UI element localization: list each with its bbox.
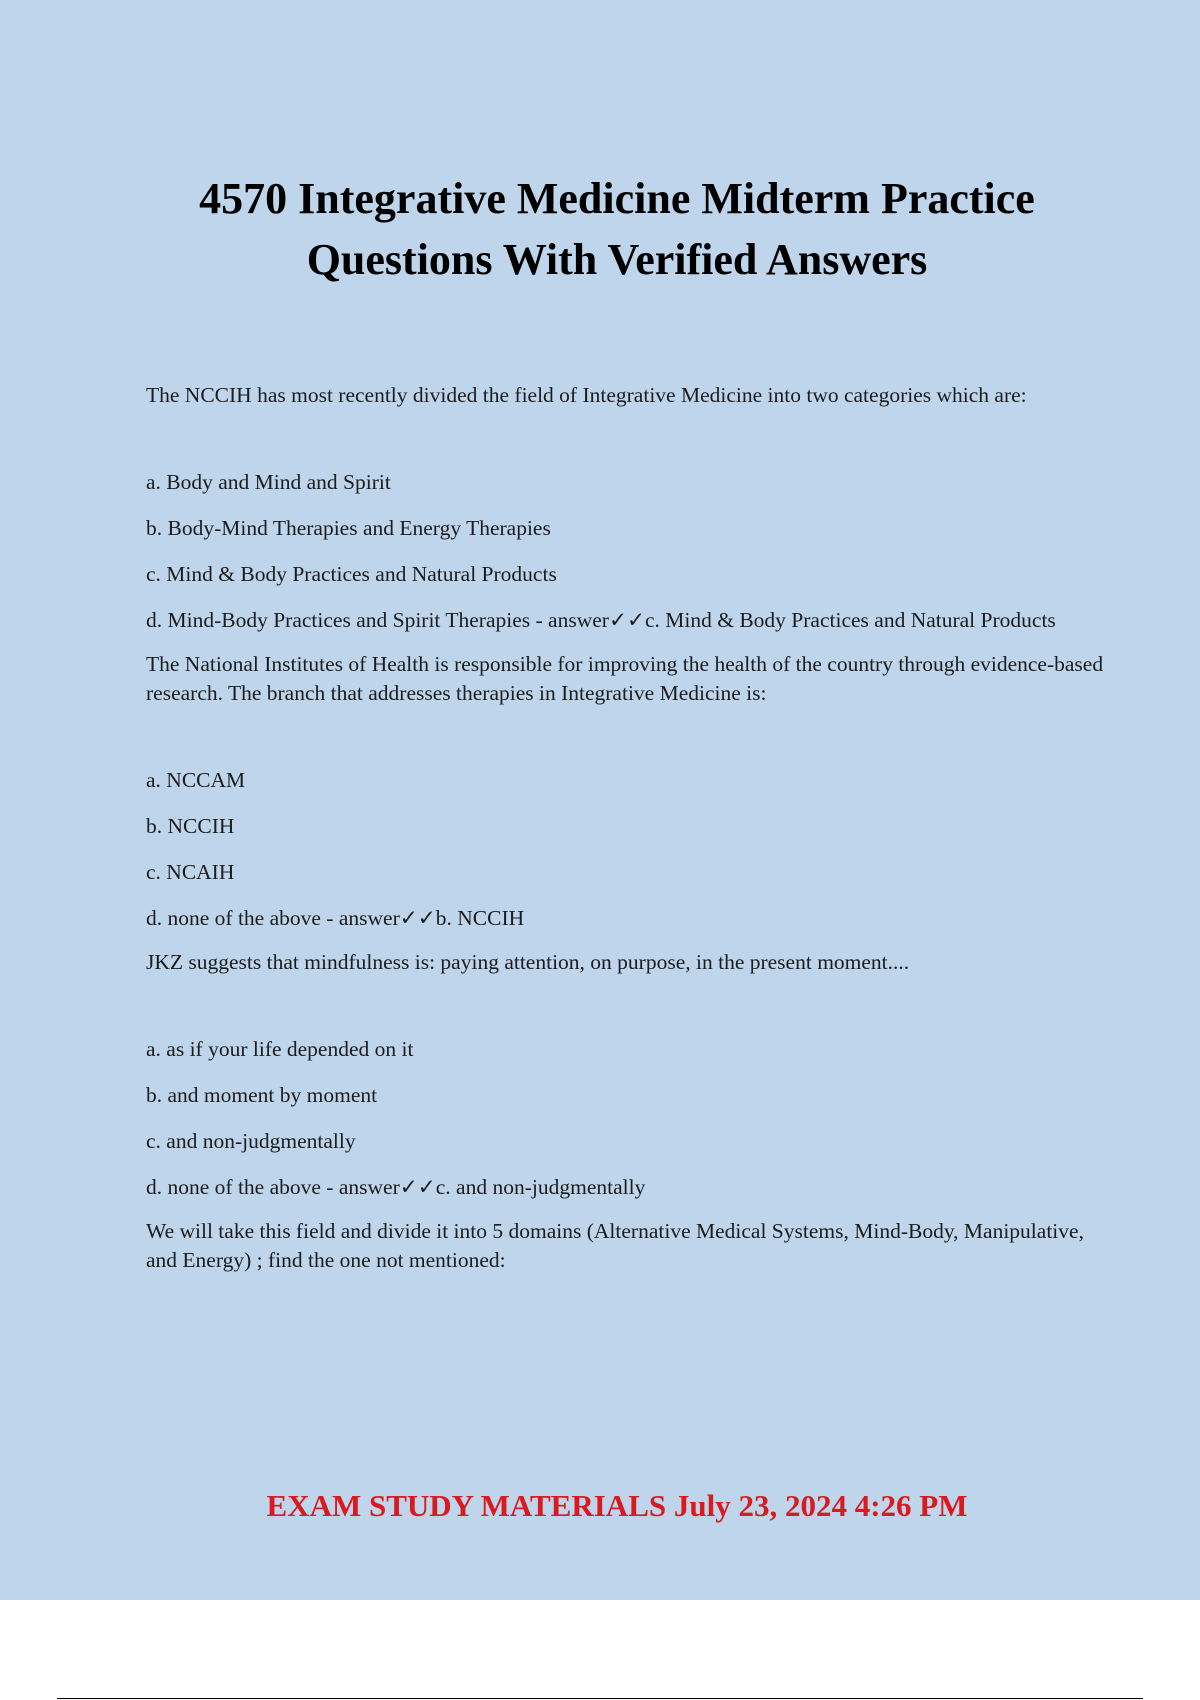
question-2-option-a: a. NCCAM bbox=[146, 768, 246, 792]
document-title bbox=[100, 168, 1134, 290]
question-1-prompt: The NCCIH has most recently divided the field of Integrative Medicine into two categories which are: bbox=[146, 383, 1027, 407]
question-2-option-c: c. NCAIH bbox=[146, 860, 235, 884]
question-3-option-b: b. and moment by moment bbox=[146, 1083, 378, 1107]
question-1-option-b: b. Body-Mind Therapies and Energy Therapies bbox=[146, 516, 551, 540]
question-3-option-a: a. as if your life depended on it bbox=[146, 1037, 414, 1061]
title-line-1: 4570 Integrative Medicine Midterm Practice bbox=[199, 174, 1035, 223]
exam-materials-stamp: EXAM STUDY MATERIALS July 23, 2024 4:26 PM bbox=[266, 1488, 968, 1523]
question-2-prompt: The National Institutes of Health is responsible for improving the health of the country through evidence-based research. The branch that addresses therapies in Integrative Medicine is: bbox=[146, 652, 1104, 705]
question-1-option-a: a. Body and Mind and Spirit bbox=[146, 470, 391, 494]
footer-divider bbox=[57, 1698, 1143, 1699]
question-2-option-d-answer: d. none of the above - answer✓✓b. NCCIH bbox=[146, 906, 525, 930]
question-3-prompt: JKZ suggests that mindfulness is: paying attention, on purpose, in the present moment.... bbox=[146, 950, 910, 974]
question-3-option-c: c. and non-judgmentally bbox=[146, 1129, 356, 1153]
question-4-prompt: We will take this field and divide it into 5 domains (Alternative Medical Systems, Mind-Body, Manipulative, and Energy) ; find the one not mentioned: bbox=[146, 1219, 1084, 1272]
question-3-option-d-answer: d. none of the above - answer✓✓c. and non-judgmentally bbox=[146, 1175, 646, 1199]
question-1-option-d-answer: d. Mind-Body Practices and Spirit Therapies - answer✓✓c. Mind & Body Practices and Natural Products bbox=[146, 608, 1056, 632]
title-line-2: Questions With Verified Answers bbox=[306, 235, 928, 284]
question-2-option-b: b. NCCIH bbox=[146, 814, 235, 838]
question-1-option-c: c. Mind & Body Practices and Natural Products bbox=[146, 562, 557, 586]
question-list bbox=[146, 381, 1106, 1275]
